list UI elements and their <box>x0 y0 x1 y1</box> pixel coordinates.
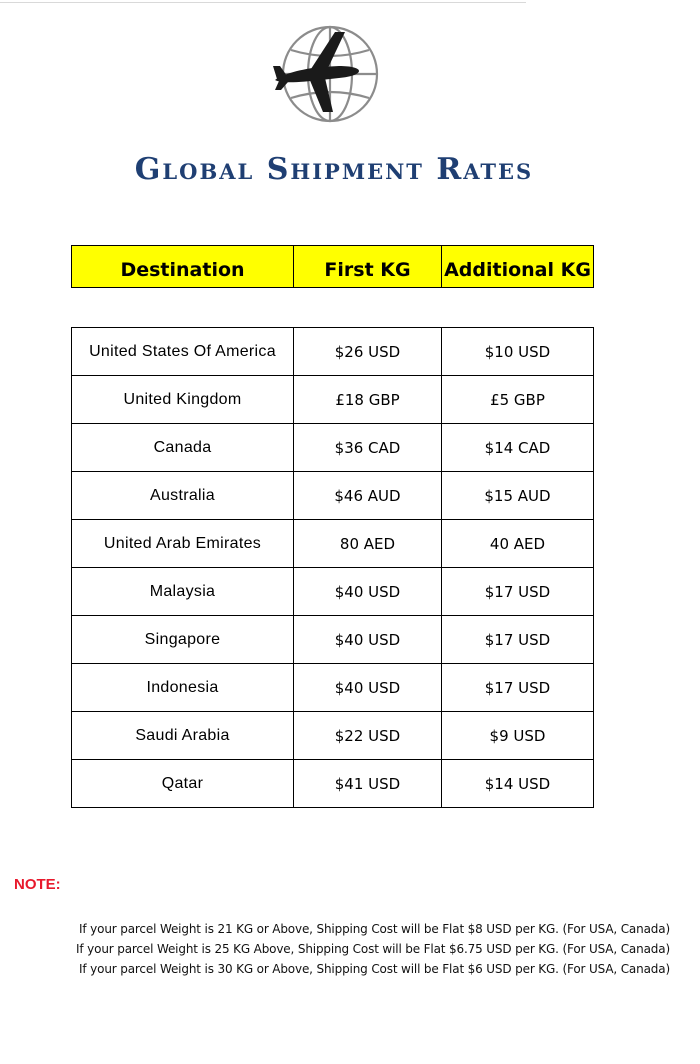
table-row <box>72 472 594 520</box>
table-row <box>72 616 594 664</box>
header-additional-kg: Additional KG <box>442 246 594 288</box>
additional-kg-cell: $10 USD <box>442 328 594 376</box>
destination-cell: Saudi Arabia <box>72 712 294 760</box>
destination-cell: Australia <box>72 472 294 520</box>
note-text <box>0 919 680 979</box>
header-first-kg: First KG <box>294 246 442 288</box>
rates-header-table <box>71 245 594 288</box>
first-kg-cell: $46 AUD <box>294 472 442 520</box>
first-kg-cell: $22 USD <box>294 712 442 760</box>
airplane-globe-icon <box>273 22 383 126</box>
additional-kg-cell: 40 AED <box>442 520 594 568</box>
additional-kg-cell: $17 USD <box>442 664 594 712</box>
destination-cell: United Arab Emirates <box>72 520 294 568</box>
table-row <box>72 520 594 568</box>
first-kg-cell: $40 USD <box>294 664 442 712</box>
destination-cell: United States Of America <box>72 328 294 376</box>
page-title: Global Shipment Rates <box>134 152 534 187</box>
table-row <box>72 760 594 808</box>
rates-table <box>71 327 594 808</box>
header-row <box>72 246 594 288</box>
first-kg-cell: 80 AED <box>294 520 442 568</box>
table-row <box>72 328 594 376</box>
table-row <box>72 664 594 712</box>
first-kg-cell: $40 USD <box>294 616 442 664</box>
additional-kg-cell: $15 AUD <box>442 472 594 520</box>
destination-cell: Malaysia <box>72 568 294 616</box>
note-line: If your parcel Weight is 21 KG or Above, Shipping Cost will be Flat $8 USD per KG. (For USA, Canada) <box>79 922 670 936</box>
first-kg-cell: $41 USD <box>294 760 442 808</box>
note-line: If your parcel Weight is 25 KG Above, Shipping Cost will be Flat $6.75 USD per KG. (For USA, Canada) <box>76 942 670 956</box>
table-row <box>72 424 594 472</box>
additional-kg-cell: $17 USD <box>442 568 594 616</box>
note-line: If your parcel Weight is 30 KG or Above, Shipping Cost will be Flat $6 USD per KG. (For USA, Canada) <box>79 962 670 976</box>
top-divider <box>0 2 526 3</box>
destination-cell: Singapore <box>72 616 294 664</box>
additional-kg-cell: £5 GBP <box>442 376 594 424</box>
header-destination: Destination <box>72 246 294 288</box>
first-kg-cell: $40 USD <box>294 568 442 616</box>
note-label: NOTE: <box>14 876 61 893</box>
destination-cell: Indonesia <box>72 664 294 712</box>
table-row <box>72 568 594 616</box>
first-kg-cell: $26 USD <box>294 328 442 376</box>
first-kg-cell: £18 GBP <box>294 376 442 424</box>
table-row <box>72 376 594 424</box>
table-row <box>72 712 594 760</box>
additional-kg-cell: $9 USD <box>442 712 594 760</box>
destination-cell: United Kingdom <box>72 376 294 424</box>
additional-kg-cell: $17 USD <box>442 616 594 664</box>
destination-cell: Canada <box>72 424 294 472</box>
destination-cell: Qatar <box>72 760 294 808</box>
additional-kg-cell: $14 CAD <box>442 424 594 472</box>
first-kg-cell: $36 CAD <box>294 424 442 472</box>
additional-kg-cell: $14 USD <box>442 760 594 808</box>
